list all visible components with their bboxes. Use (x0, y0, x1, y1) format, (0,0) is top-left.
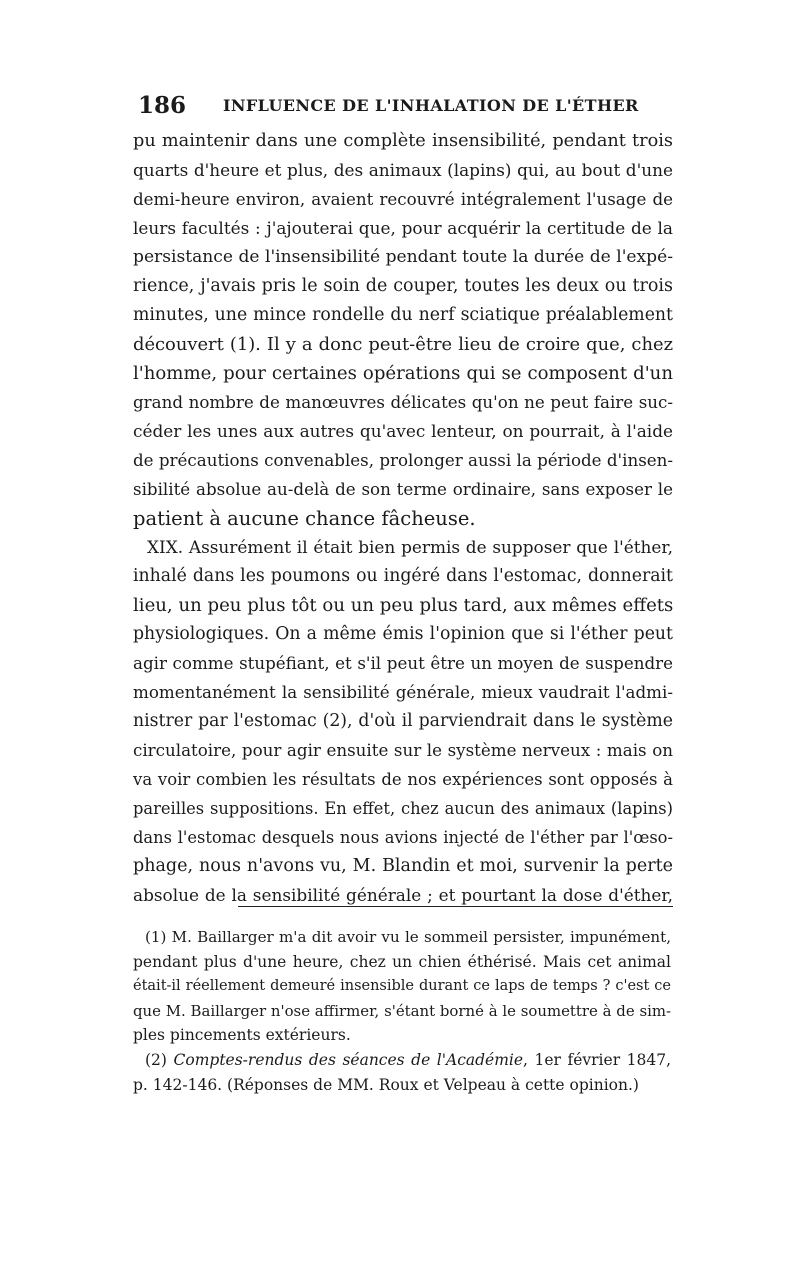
footnote-2-line (133, 1048, 671, 1073)
text-line: absolue de la sensibilité générale ; et pourtant la dose d'éther, (133, 885, 673, 905)
text-line: agir comme stupéfiant, et s'il peut être un moyen de suspendre (133, 653, 673, 673)
text-line: momentanément la sensibilité générale, mieux vaudrait l'admi- (133, 682, 673, 702)
body-text (133, 127, 673, 910)
section-heading-line: XIX. Assurément il était bien permis de supposer que l'éther, (147, 537, 673, 557)
footnote-2-date: , 1er février 1847, (523, 1050, 672, 1069)
footnote-1-line: était-il réellement demeuré insensible durant ce laps de temps ? c'est ce (133, 978, 671, 995)
text-line: circulatoire, pour agir ensuite sur le système nerveux : mais on (133, 740, 673, 760)
text-line: phage, nous n'avons vu, M. Blandin et moi, survenir la perte (133, 856, 673, 876)
footnotes (133, 925, 671, 1097)
page-number: 186 (138, 92, 187, 119)
text-line: quarts d'heure et plus, des animaux (lapins) qui, au bout d'une (133, 160, 673, 180)
text-line: céder les unes aux autres qu'avec lenteur, on pourrait, à l'aide (133, 421, 673, 441)
footnote-1-line: que M. Baillarger n'ose affirmer, s'étant borné à le soumettre à de sim- (133, 1001, 671, 1020)
text-line: l'homme, pour certaines opérations qui se composent d'un (133, 363, 673, 384)
footnote-2-line: p. 142-146. (Réponses de MM. Roux et Velpeau à cette opinion.) (133, 1075, 639, 1094)
text-line: pareilles suppositions. En effet, chez aucun des animaux (lapins) (133, 799, 673, 818)
text-line: patient à aucune chance fâcheuse. (133, 507, 476, 530)
text-line: lieu, un peu plus tôt ou un peu plus tard, aux mêmes effets (133, 595, 674, 616)
page-header (138, 92, 673, 124)
text-line: demi-heure environ, avaient recouvré intégralement l'usage de (133, 189, 673, 209)
footnote-1-line: (1) M. Baillarger m'a dit avoir vu le sommeil persister, impunément, (145, 928, 671, 946)
footnote-2-marker: (2) (145, 1050, 167, 1069)
running-title: INFLUENCE DE L'INHALATION DE L'ÉTHER (223, 96, 639, 115)
text-line: va voir combien les résultats de nos expériences sont opposés à (133, 770, 673, 789)
footnote-1-line: pendant plus d'une heure, chez un chien éthérisé. Mais cet animal (133, 952, 671, 971)
text-line: de précautions convenables, prolonger aussi la période d'insen- (133, 450, 674, 470)
text-line: persistance de l'insensibilité pendant toute la durée de l'expé- (133, 247, 673, 267)
text-line: grand nombre de manœuvres délicates qu'on ne peut faire suc- (133, 392, 673, 412)
footnote-1-line: ples pincements extérieurs. (133, 1026, 351, 1045)
text-line: pu maintenir dans une complète insensibilité, pendant trois (133, 131, 673, 151)
text-line: nistrer par l'estomac (2), d'où il parviendrait dans le système (133, 711, 673, 731)
text-line: rience, j'avais pris le soin de couper, toutes les deux ou trois (133, 276, 673, 296)
footnote-separator (238, 906, 673, 909)
text-line: physiologiques. On a même émis l'opinion que si l'éther peut (133, 624, 673, 644)
text-line: dans l'estomac desquels nous avions injecté de l'éther par l'œso- (133, 828, 673, 847)
text-line: découvert (1). Il y a donc peut-être lieu de croire que, chez (133, 334, 673, 355)
text-line: sibilité absolue au-delà de son terme ordinaire, sans exposer le (133, 479, 673, 499)
text-line: inhalé dans les poumons ou ingéré dans l'estomac, donnerait (133, 566, 673, 586)
text-line: leurs facultés : j'ajouterai que, pour acquérir la certitude de la (133, 218, 673, 238)
text-line: minutes, une mince rondelle du nerf sciatique préalablement (133, 305, 673, 325)
footnote-2-source: Comptes-rendus des séances de l'Académie (173, 1050, 524, 1069)
